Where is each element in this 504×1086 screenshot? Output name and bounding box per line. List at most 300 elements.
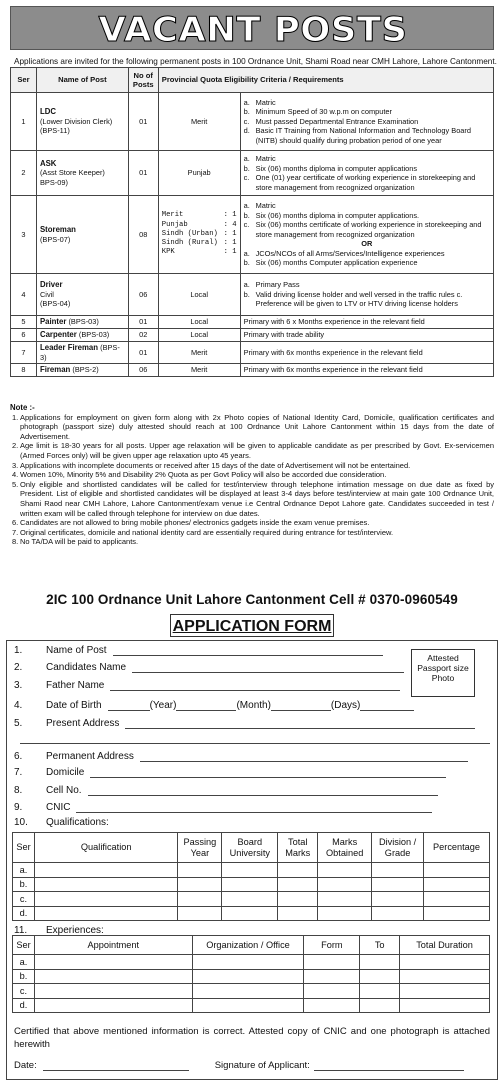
note-item bbox=[10, 413, 494, 442]
signature-field[interactable] bbox=[314, 1062, 464, 1071]
signature-label: Signature of Applicant: bbox=[214, 1060, 310, 1071]
qual-header: Board University bbox=[222, 833, 278, 863]
note-text: Women 10%, Minority 5% and Disability 2% Quota as per Govt Policy will also be accorded due consideration. bbox=[20, 470, 387, 480]
note-number: 2. bbox=[12, 441, 19, 451]
field-input-line[interactable] bbox=[140, 753, 468, 762]
table-row bbox=[13, 877, 490, 892]
qual-cell[interactable] bbox=[372, 877, 424, 892]
field-input-line[interactable] bbox=[88, 787, 438, 796]
header-ser: Ser bbox=[11, 68, 37, 93]
post-title: ASK bbox=[39, 158, 57, 168]
note-item bbox=[10, 537, 494, 547]
qual-header: Ser bbox=[13, 833, 35, 863]
field-label: Domicile bbox=[46, 767, 85, 778]
post-bps: (BPS-07) bbox=[39, 234, 71, 244]
post-subtitle: Civil bbox=[39, 289, 54, 299]
field-input-line[interactable] bbox=[132, 664, 404, 673]
criteria-text: One (01) year certificate of working experience in storekeeping and store management from recognized organization bbox=[255, 173, 476, 192]
row-label: d. bbox=[13, 906, 35, 921]
row-label: b. bbox=[13, 969, 35, 984]
criteria-key: b. bbox=[243, 163, 250, 173]
intro-text: Applications are invited for the following permanent posts in 100 Ordnance Unit, Shami Road near CMH Lahore, Lahore Cantonment. bbox=[14, 57, 497, 66]
field-label: Father Name bbox=[46, 680, 105, 691]
table-row bbox=[13, 998, 490, 1013]
table-row bbox=[13, 863, 490, 878]
certification-text: Certified that above mentioned information is correct. Attested copy of CNIC and one photograph is attached herewith bbox=[14, 1026, 490, 1050]
criteria-text: Six (06) months certificate of working experience in storekeeping and store management from recognized organization bbox=[255, 220, 482, 239]
criteria-item bbox=[244, 220, 490, 239]
qual-cell[interactable] bbox=[372, 863, 424, 878]
qual-cell[interactable] bbox=[34, 906, 177, 921]
header-name-of-post: Name of Post bbox=[36, 68, 128, 93]
table-row bbox=[11, 93, 494, 151]
qual-header: Marks Obtained bbox=[318, 833, 372, 863]
note-number: 4. bbox=[12, 470, 19, 480]
note-item bbox=[10, 441, 494, 460]
criteria-text: Basic IT Training from National Information and Technology Board (NITB) should qualify during probation period of one year bbox=[255, 126, 471, 145]
qual-cell[interactable] bbox=[424, 863, 490, 878]
table-row bbox=[13, 955, 490, 970]
quota-value: : 1 bbox=[223, 229, 237, 238]
row-quota: Merit bbox=[158, 364, 240, 377]
quota-item bbox=[162, 230, 237, 239]
field-number: 10. bbox=[14, 817, 28, 828]
header-quota-criteria bbox=[158, 68, 493, 93]
row-ser: 6 bbox=[11, 329, 37, 342]
criteria-item bbox=[244, 290, 490, 309]
exp-cell[interactable] bbox=[192, 969, 304, 984]
form-field-row bbox=[14, 662, 404, 673]
signature-row bbox=[14, 1060, 490, 1071]
criteria-item bbox=[244, 201, 490, 211]
post-bps: BPS-09) bbox=[39, 177, 68, 187]
header-quota: Provincial Quota bbox=[161, 75, 223, 85]
row-ser: 4 bbox=[11, 274, 37, 316]
qual-cell[interactable] bbox=[222, 863, 278, 878]
table-row bbox=[11, 316, 494, 329]
row-quota: Local bbox=[158, 329, 240, 342]
form-field-row bbox=[14, 718, 475, 729]
criteria-text: JCOs/NCOs of all Arms/Services/Intelligence experiences bbox=[255, 248, 445, 258]
dob-month-field[interactable] bbox=[176, 702, 236, 711]
row-label: c. bbox=[13, 984, 35, 999]
form-title-box bbox=[170, 614, 334, 637]
exp-cell[interactable] bbox=[360, 984, 400, 999]
address-extra-line[interactable] bbox=[20, 735, 490, 744]
qual-cell[interactable] bbox=[178, 877, 222, 892]
row-no-of-posts: 01 bbox=[128, 151, 158, 196]
exp-cell[interactable] bbox=[400, 955, 490, 970]
row-no-of-posts: 08 bbox=[128, 196, 158, 274]
row-post-name bbox=[36, 274, 128, 316]
field-input-line[interactable] bbox=[113, 647, 383, 656]
qual-cell[interactable] bbox=[424, 877, 490, 892]
criteria-key: c. bbox=[243, 173, 250, 182]
exp-cell[interactable] bbox=[192, 984, 304, 999]
row-ser: 2 bbox=[11, 151, 37, 196]
note-number: 1. bbox=[12, 412, 19, 422]
row-post-name bbox=[36, 329, 128, 342]
row-post-name bbox=[36, 316, 128, 329]
field-number: 5. bbox=[14, 718, 23, 729]
exp-cell[interactable] bbox=[400, 969, 490, 984]
exp-cell[interactable] bbox=[360, 955, 400, 970]
exp-cell[interactable] bbox=[400, 998, 490, 1013]
exp-cell[interactable] bbox=[400, 984, 490, 999]
note-item bbox=[10, 528, 494, 538]
form-field-row bbox=[14, 785, 438, 796]
table-row bbox=[13, 984, 490, 999]
table-row bbox=[11, 151, 494, 196]
field-label: Name of Post bbox=[46, 645, 107, 656]
criteria-text: Six (06) months Computer application experience bbox=[255, 258, 418, 268]
row-no-of-posts: 06 bbox=[128, 274, 158, 316]
row-no-of-posts: 01 bbox=[128, 316, 158, 329]
row-criteria: Primary with trade ability bbox=[240, 329, 493, 342]
posts-table bbox=[10, 67, 494, 377]
note-item bbox=[10, 518, 494, 528]
qual-cell[interactable] bbox=[34, 863, 177, 878]
quota-item bbox=[162, 239, 237, 248]
criteria-key: a. bbox=[243, 154, 250, 163]
note-text: Applications for employment on given form along with 2x Photo copies of National Identity Card, Domicile, qualification certificates and photograph (passport size) duly attested should reach at 100 Ordnance Unit Lahore Cantonment within 15 days from the date of Advertisement. bbox=[20, 412, 494, 441]
field-input-line[interactable] bbox=[125, 720, 475, 729]
notes-section bbox=[10, 403, 494, 547]
row-no-of-posts: 02 bbox=[128, 329, 158, 342]
field-number: 3. bbox=[14, 680, 23, 691]
field-label: Permanent Address bbox=[46, 751, 134, 762]
criteria-item bbox=[244, 211, 490, 221]
row-post-name bbox=[36, 93, 128, 151]
note-text: Only eligible and shortlisted candidates will be called for test/interview through telephone intimation message on due date as fixed by President. List of eligible and shortlisted candidates will be displayed at least 3-4 days before test/interview at main gate 100 Ordnance Unit, Shami Raod near CMH Lahore, Lahore Cantonment/exam venue i.e Central Ordnance Depot Lahore gate. Candidates succeeded in test / written exam will be called through telephone for interview on due dates. bbox=[20, 479, 494, 518]
qual-header: Passing Year bbox=[178, 833, 222, 863]
exp-cell[interactable] bbox=[304, 955, 360, 970]
criteria-or: OR bbox=[361, 239, 373, 249]
table-row bbox=[11, 196, 494, 274]
table-row bbox=[13, 892, 490, 907]
table-row bbox=[11, 364, 494, 377]
table-row bbox=[13, 969, 490, 984]
exp-cell[interactable] bbox=[34, 955, 192, 970]
criteria-key: b. bbox=[243, 289, 250, 299]
post-title: LDC bbox=[39, 107, 56, 117]
quota-value: : 1 bbox=[223, 239, 237, 248]
field-label: CNIC bbox=[46, 802, 71, 813]
quota-value: : 1 bbox=[223, 211, 237, 220]
criteria-key: b. bbox=[243, 258, 250, 268]
field-number: 11. bbox=[14, 925, 28, 936]
note-text: Candidates are not allowed to bring mobile phones/ electronics gadgets inside the exam venue premises. bbox=[20, 518, 370, 528]
exp-header: To bbox=[360, 936, 400, 955]
form-field-row bbox=[14, 817, 109, 828]
quota-name: Merit bbox=[161, 211, 184, 220]
qual-cell[interactable] bbox=[278, 892, 318, 907]
quota-list bbox=[162, 211, 237, 257]
row-label: d. bbox=[13, 998, 35, 1013]
criteria-item bbox=[244, 258, 490, 268]
note-number: 3. bbox=[12, 460, 19, 470]
row-criteria bbox=[240, 274, 493, 316]
post-bps: (BPS-3) bbox=[39, 343, 120, 362]
form-field-row bbox=[14, 700, 414, 711]
post-bps: (BPS-2) bbox=[72, 365, 99, 375]
criteria-key: d. bbox=[243, 126, 250, 136]
exp-header: Appointment bbox=[34, 936, 192, 955]
criteria-key: c. bbox=[243, 116, 250, 126]
qual-cell[interactable] bbox=[372, 892, 424, 907]
qual-cell[interactable] bbox=[222, 892, 278, 907]
criteria-item bbox=[244, 173, 490, 192]
criteria-text: Matric bbox=[255, 201, 276, 211]
exp-cell[interactable] bbox=[360, 998, 400, 1013]
form-field-row bbox=[14, 645, 383, 656]
quota-name: Sindh (Urban) bbox=[161, 229, 218, 238]
exp-cell[interactable] bbox=[192, 998, 304, 1013]
qual-cell[interactable] bbox=[222, 877, 278, 892]
quota-item bbox=[162, 221, 237, 230]
form-field-row bbox=[14, 751, 468, 762]
contact-cell-line: 2IC 100 Ordnance Unit Lahore Cantonment Cell # 0370-0960549 bbox=[46, 592, 458, 607]
table-row bbox=[11, 329, 494, 342]
form-title: APPLICATION FORM bbox=[172, 618, 332, 635]
exp-cell[interactable] bbox=[304, 984, 360, 999]
dob-year-field[interactable] bbox=[108, 702, 150, 711]
note-text: Original certificates, domicile and national identity card are essentially required during entrance for test/interview. bbox=[20, 527, 394, 537]
criteria-text: Minimum Speed of 30 w.p.m on computer bbox=[255, 107, 392, 117]
dob-days-field[interactable] bbox=[271, 702, 331, 711]
exp-cell[interactable] bbox=[360, 969, 400, 984]
dob-year-label: (Year) bbox=[149, 700, 177, 711]
post-bps: (BPS-03) bbox=[68, 317, 99, 327]
criteria-text: Must passed Departmental Entrance Examination bbox=[255, 116, 419, 126]
quota-name: KPK bbox=[161, 248, 175, 257]
field-number: 4. bbox=[14, 700, 23, 711]
row-ser: 8 bbox=[11, 364, 37, 377]
note-item bbox=[10, 470, 494, 480]
field-label: Present Address bbox=[46, 718, 120, 729]
date-field[interactable] bbox=[43, 1062, 189, 1071]
criteria-key: a. bbox=[243, 201, 250, 211]
row-ser: 5 bbox=[11, 316, 37, 329]
row-label: c. bbox=[13, 892, 35, 907]
row-label: b. bbox=[13, 877, 35, 892]
field-label: Experiences: bbox=[46, 925, 104, 936]
row-post-name bbox=[36, 151, 128, 196]
exp-header: Ser bbox=[13, 936, 35, 955]
field-label: Qualifications: bbox=[46, 817, 109, 828]
photo-box: Attested Passport size Photo bbox=[411, 649, 475, 697]
qual-cell[interactable] bbox=[372, 906, 424, 921]
quota-item bbox=[162, 248, 237, 257]
qual-header: Qualification bbox=[34, 833, 177, 863]
qual-cell[interactable] bbox=[278, 863, 318, 878]
row-post-name bbox=[36, 342, 128, 364]
note-text: Age limit is 18-30 years for all posts. Upper age relaxation will be given to applicable candidate as per prescribed by Govt. Ex-servicemen (Armed Forces only) will be given upper age relaxation upto 45 years. bbox=[20, 441, 494, 460]
dob-days-label: (Days) bbox=[330, 700, 361, 711]
header-no-of-posts: No of Posts bbox=[128, 68, 158, 93]
qual-cell[interactable] bbox=[318, 906, 372, 921]
exp-cell[interactable] bbox=[34, 969, 192, 984]
post-title: Driver bbox=[39, 280, 63, 290]
row-label: a. bbox=[13, 955, 35, 970]
criteria-text: Primary Pass bbox=[255, 280, 300, 290]
field-label: Candidates Name bbox=[46, 662, 127, 673]
row-quota: Local bbox=[158, 316, 240, 329]
quota-value: : 4 bbox=[223, 220, 237, 229]
post-bps: (BPS-11) bbox=[39, 126, 70, 136]
row-no-of-posts: 06 bbox=[128, 364, 158, 377]
qual-cell[interactable] bbox=[178, 863, 222, 878]
criteria-item bbox=[244, 98, 490, 108]
post-bps: (BPS-03) bbox=[78, 330, 110, 340]
note-text: No TA/DA will be paid to applicants. bbox=[20, 537, 139, 547]
row-ser: 7 bbox=[11, 342, 37, 364]
criteria-item bbox=[244, 126, 490, 145]
qual-cell[interactable] bbox=[278, 877, 318, 892]
row-quota: Local bbox=[158, 274, 240, 316]
field-label: Date of Birth bbox=[46, 700, 102, 711]
quota-item bbox=[162, 211, 237, 220]
qual-cell[interactable] bbox=[178, 906, 222, 921]
dob-tail-field[interactable] bbox=[360, 702, 414, 711]
exp-cell[interactable] bbox=[304, 969, 360, 984]
row-quota: Merit bbox=[158, 342, 240, 364]
field-number: 2. bbox=[14, 662, 23, 673]
table-row bbox=[11, 274, 494, 316]
criteria-key: a. bbox=[243, 97, 250, 107]
post-bps: (BPS-04) bbox=[39, 299, 71, 309]
dob-month-label: (Month) bbox=[236, 700, 271, 711]
page-title: VACANT POSTS bbox=[98, 10, 408, 50]
note-item bbox=[10, 480, 494, 518]
criteria-key: a. bbox=[243, 280, 250, 290]
notes-title: Note :- bbox=[10, 403, 35, 412]
form-field-row bbox=[14, 680, 400, 691]
field-number: 1. bbox=[14, 645, 23, 656]
criteria-text: Six (06) months diploma in computer applications bbox=[255, 163, 418, 173]
post-title: Carpenter bbox=[39, 330, 77, 340]
qual-cell[interactable] bbox=[318, 892, 372, 907]
field-number: 9. bbox=[14, 802, 23, 813]
criteria-item bbox=[244, 154, 490, 164]
criteria-text: Matric bbox=[255, 154, 276, 163]
criteria-item bbox=[244, 117, 490, 127]
criteria-text: Matric bbox=[255, 97, 276, 107]
qual-cell[interactable] bbox=[318, 877, 372, 892]
header-criteria: Eligibility Criteria / Requirements bbox=[224, 75, 344, 85]
criteria-key: b. bbox=[243, 210, 250, 220]
criteria-item bbox=[244, 249, 490, 259]
row-quota: Punjab bbox=[158, 151, 240, 196]
row-no-of-posts: 01 bbox=[128, 342, 158, 364]
note-number: 5. bbox=[12, 479, 19, 489]
qual-header: Division / Grade bbox=[372, 833, 424, 863]
exp-header: Organization / Office bbox=[192, 936, 304, 955]
row-quota: Merit bbox=[158, 93, 240, 151]
field-input-line[interactable] bbox=[76, 804, 432, 813]
post-title: Fireman bbox=[39, 365, 71, 375]
experiences-table bbox=[12, 935, 490, 1013]
post-subtitle: (Lower Division Clerk) bbox=[39, 116, 113, 126]
note-number: 7. bbox=[12, 527, 19, 537]
row-post-name bbox=[36, 364, 128, 377]
post-title: Leader Fireman bbox=[39, 343, 99, 352]
post-title: Painter bbox=[39, 317, 67, 327]
row-no-of-posts: 01 bbox=[128, 93, 158, 151]
qual-cell[interactable] bbox=[424, 892, 490, 907]
field-label: Cell No. bbox=[46, 785, 82, 796]
form-field-row bbox=[14, 767, 446, 778]
row-criteria bbox=[240, 151, 493, 196]
qual-header: Percentage bbox=[424, 833, 490, 863]
exp-cell[interactable] bbox=[304, 998, 360, 1013]
form-field-row bbox=[14, 802, 432, 813]
row-criteria bbox=[240, 196, 493, 274]
post-subtitle: (Asst Store Keeper) bbox=[39, 168, 105, 178]
exp-cell[interactable] bbox=[34, 984, 192, 999]
criteria-key: a. bbox=[243, 248, 250, 258]
row-quota bbox=[158, 196, 240, 274]
date-label: Date: bbox=[14, 1060, 37, 1071]
criteria-item bbox=[244, 164, 490, 174]
row-post-name bbox=[36, 196, 128, 274]
criteria-key: c. bbox=[243, 220, 250, 230]
exp-cell[interactable] bbox=[34, 998, 192, 1013]
note-number: 6. bbox=[12, 518, 19, 528]
criteria-item bbox=[244, 107, 490, 117]
quota-value: : 1 bbox=[223, 248, 237, 257]
qual-cell[interactable] bbox=[278, 906, 318, 921]
qual-header: Total Marks bbox=[278, 833, 318, 863]
exp-cell[interactable] bbox=[192, 955, 304, 970]
criteria-item bbox=[244, 280, 490, 290]
note-item bbox=[10, 461, 494, 471]
qual-cell[interactable] bbox=[424, 906, 490, 921]
qual-cell[interactable] bbox=[318, 863, 372, 878]
table-row bbox=[11, 342, 494, 364]
criteria-text: Valid driving license holder and well versed in the traffic rules c. Preference will be given to LTV or HTV driving license holders bbox=[255, 289, 463, 309]
exp-header: Total Duration bbox=[400, 936, 490, 955]
field-number: 6. bbox=[14, 751, 23, 762]
qual-cell[interactable] bbox=[222, 906, 278, 921]
note-number: 8. bbox=[12, 537, 19, 547]
table-row bbox=[13, 906, 490, 921]
qualifications-table bbox=[12, 832, 490, 921]
criteria-text: Six (06) months diploma in computer applications. bbox=[255, 210, 420, 220]
row-ser: 3 bbox=[11, 196, 37, 274]
criteria-key: b. bbox=[243, 107, 250, 117]
title-banner bbox=[10, 6, 494, 50]
qual-cell[interactable] bbox=[178, 892, 222, 907]
note-text: Applications with incomplete documents or received after 15 days of the date of Advertisement will not be entertained. bbox=[20, 460, 411, 470]
field-number: 7. bbox=[14, 767, 23, 778]
row-criteria bbox=[240, 93, 493, 151]
exp-header: Form bbox=[304, 936, 360, 955]
field-input-line[interactable] bbox=[90, 769, 446, 778]
post-title: Storeman bbox=[39, 225, 76, 234]
row-ser: 1 bbox=[11, 93, 37, 151]
quota-name: Sindh (Rural) bbox=[161, 239, 218, 248]
row-criteria: Primary with 6x months experience in the relevant field bbox=[240, 364, 493, 377]
quota-name: Punjab bbox=[161, 220, 188, 229]
qual-cell[interactable] bbox=[34, 892, 177, 907]
row-criteria: Primary with 6x months experience in the relevant field bbox=[240, 342, 493, 364]
row-criteria: Primary with 6 x Months experience in the relevant field bbox=[240, 316, 493, 329]
qual-cell[interactable] bbox=[34, 877, 177, 892]
row-label: a. bbox=[13, 863, 35, 878]
field-input-line[interactable] bbox=[110, 682, 400, 691]
field-number: 8. bbox=[14, 785, 23, 796]
